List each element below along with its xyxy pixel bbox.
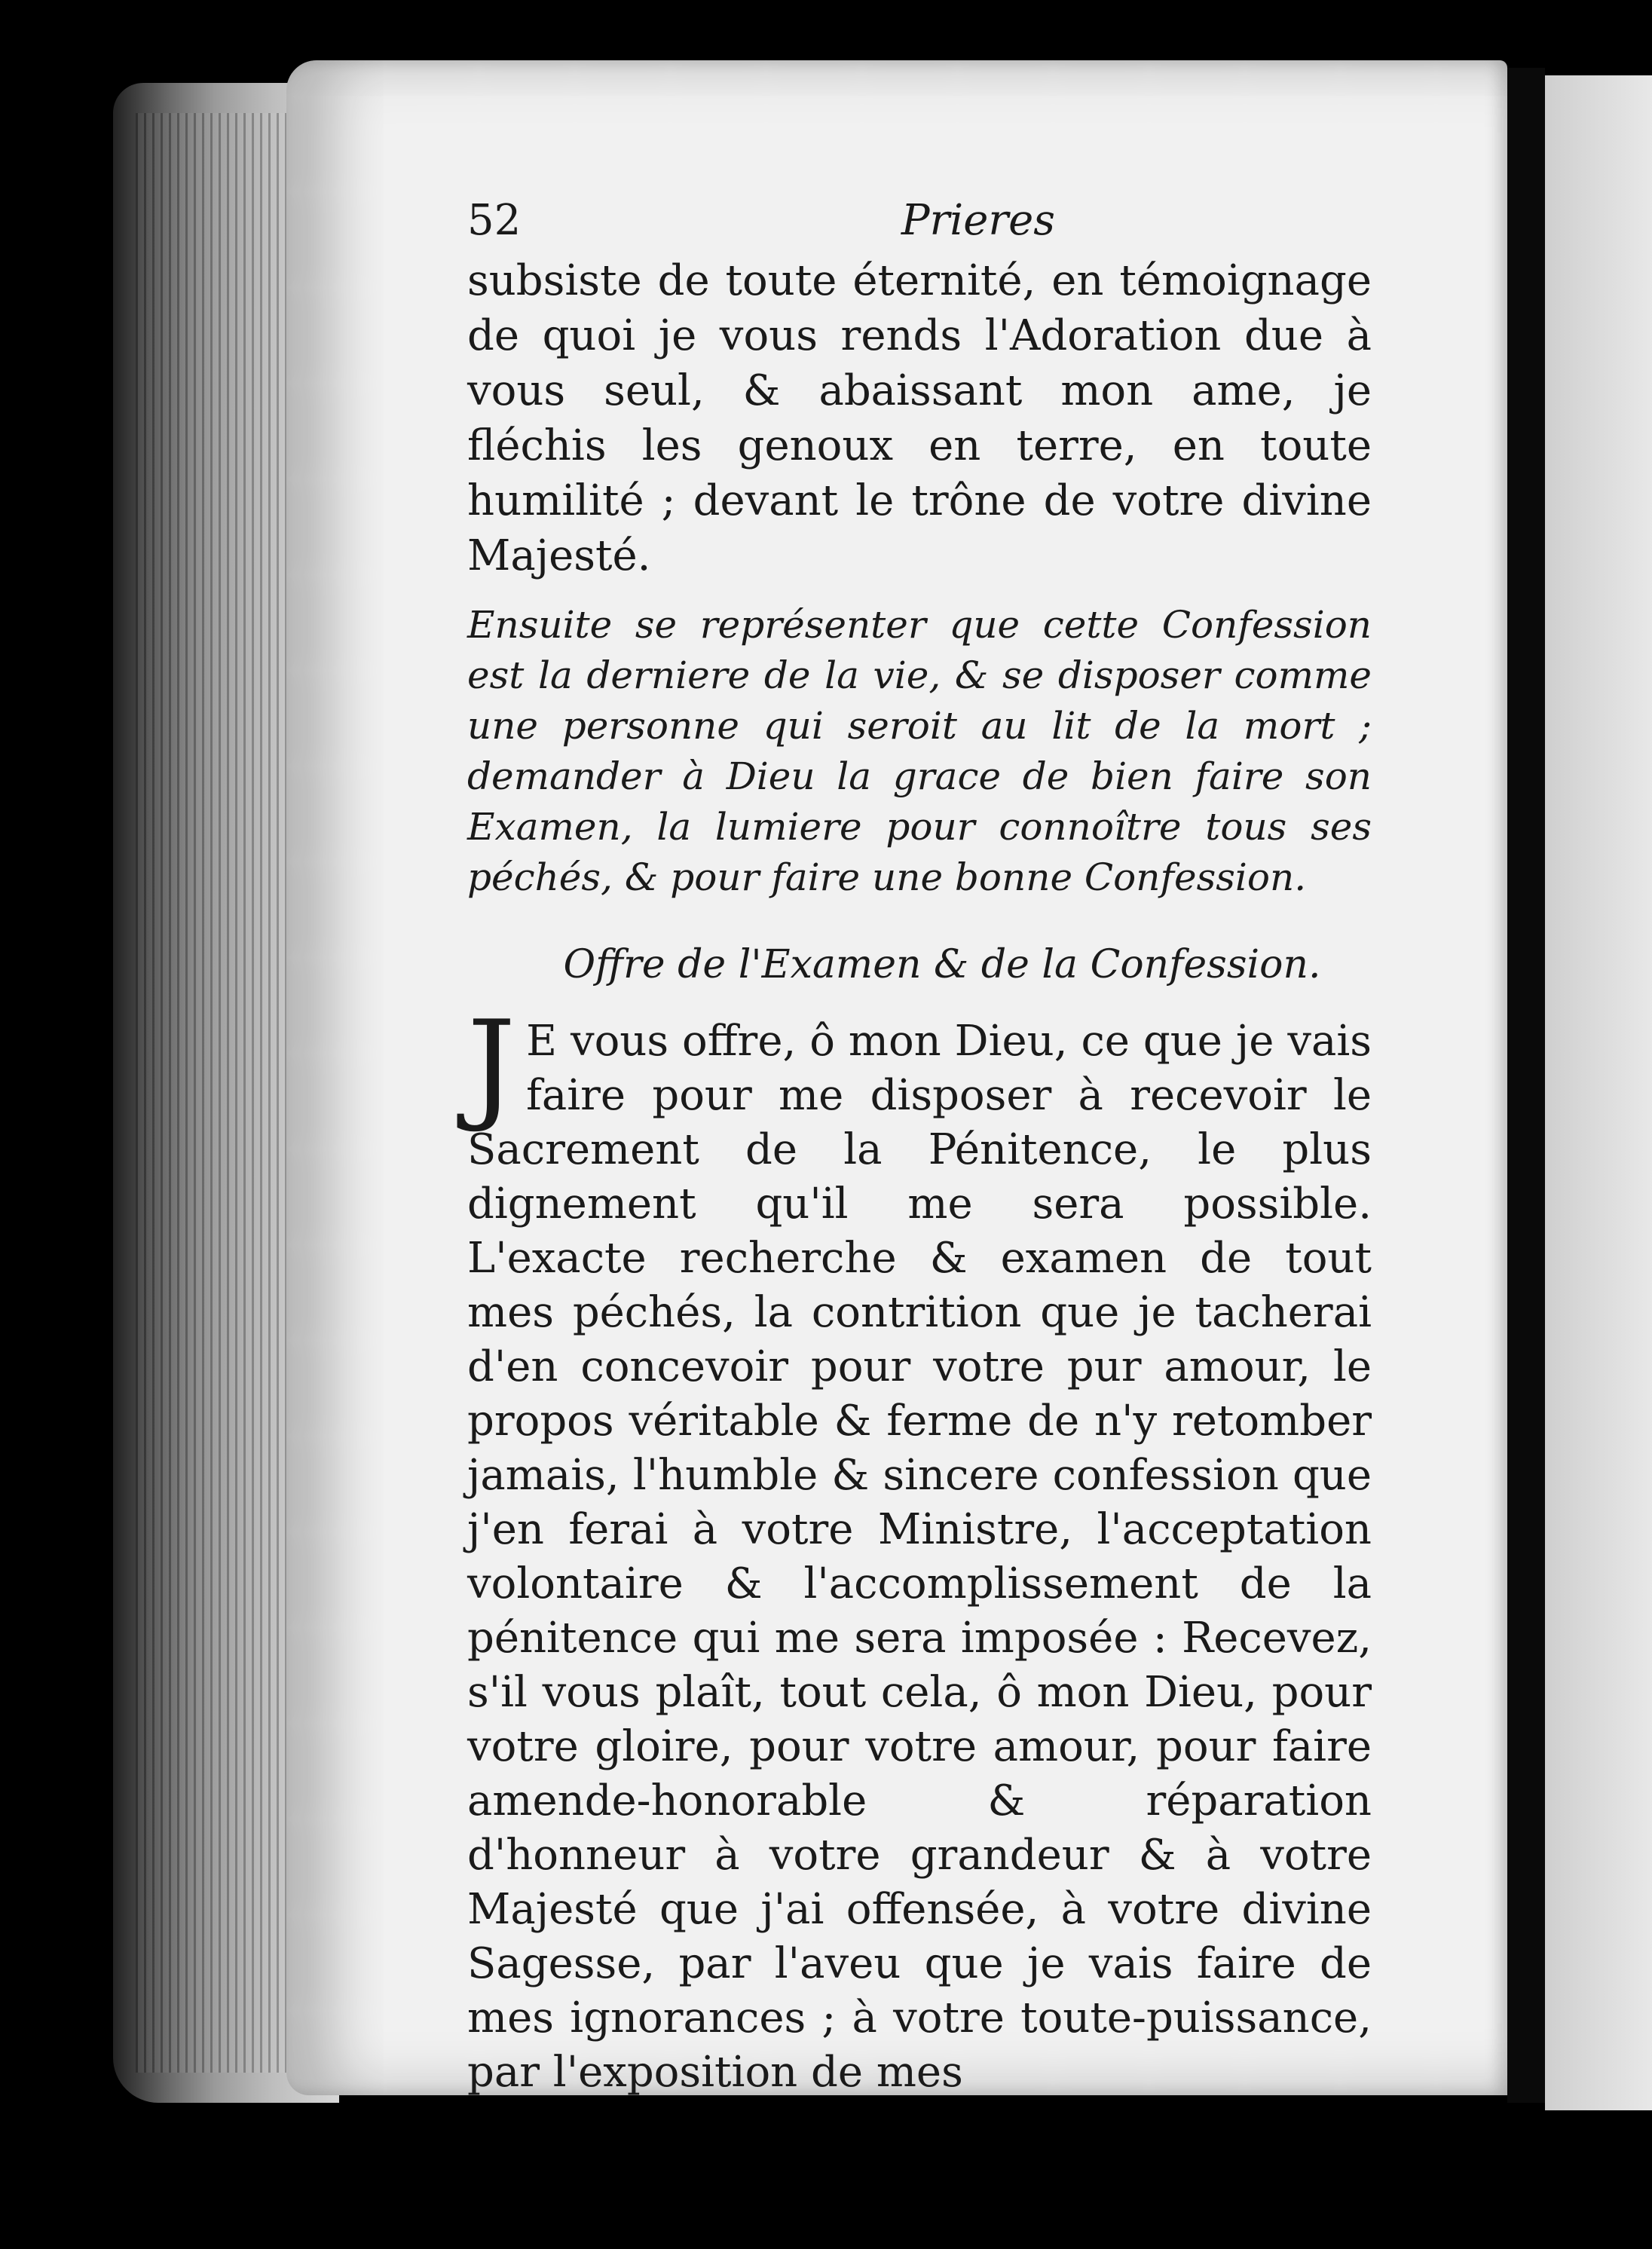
- page-header: [467, 196, 1372, 249]
- running-head: Prieres: [901, 196, 1055, 245]
- book-gutter: [1507, 68, 1545, 2103]
- section-heading: Offre de l'Examen & de la Confession.: [563, 942, 1321, 987]
- page-text: [467, 196, 1372, 2100]
- paragraph-offering: [467, 994, 1372, 2100]
- page-number: 52: [467, 196, 522, 245]
- instruction-paragraph: Ensuite se représenter que cette Confession est la derniere de la vie, & se disposer comme une personne qui seroit au lit de la mort ; demander à Dieu la grace de bien faire son Examen, la lumiere pour connoître tous ses péchés, & pour faire une bonne Confession.: [467, 603, 1372, 899]
- drop-cap: J: [467, 994, 516, 1135]
- paragraph-adoration: subsiste de toute éternité, en témoignage de quoi je vous rends l'Adoration due à vous seul, & abaissant mon ame, je fléchis les genoux en terre, en toute humilité ; devant le trône de votre divine Majesté.: [467, 256, 1372, 580]
- paragraph-offering-text: E vous offre, ô mon Dieu, ce que je vais faire pour me disposer à recevoir le Sacrement de la Pénitence, le plus dignement qu'il me sera possible. L'exacte recherche & examen de tout mes péchés, la contrition que je tacherai d'en concevoir pour votre pur amour, le propos véritable & ferme de n'y retomber jamais, l'humble & sincere confession que j'en ferai à votre Ministre, l'acceptation volontaire & l'accomplissement de la pénitence qui me sera imposée : Recevez, s'il vous plaît, tout cela, ô mon Dieu, pour votre gloire, pour votre amour, pour faire amende-honorable & réparation d'honneur à votre grandeur & à votre Majesté que j'ai offensée, à votre divine Sagesse, par l'aveu que je vais faire de mes ignorances ; à votre toute-puissance, par l'exposition de mes: [467, 1017, 1372, 2097]
- facing-page-edge: [1545, 75, 1652, 2110]
